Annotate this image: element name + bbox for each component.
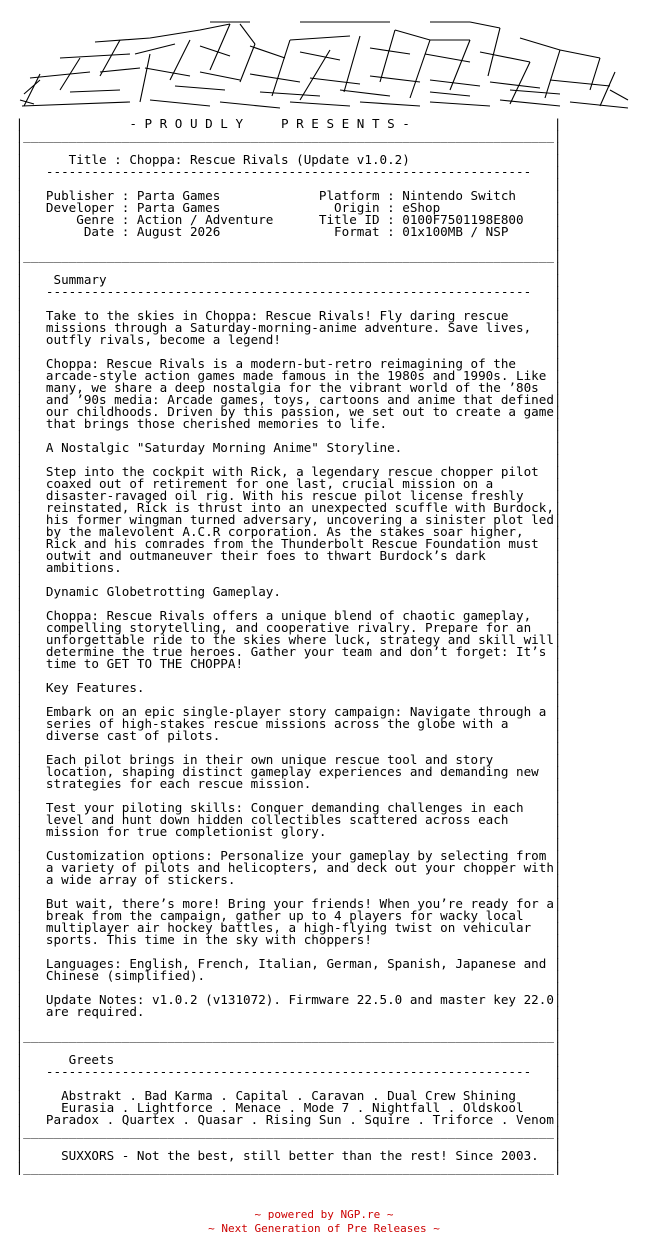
nfo-document: [8, 118, 562, 1174]
summary-paragraph-line: | multiplayer air hockey battles, a high-flying twist on vehicular |: [15, 920, 562, 935]
summary-paragraph-line: | a variety of pilots and helicopters, and deck out your chopper with|: [15, 860, 562, 875]
suxxors-ascii-logo: [0, 10, 648, 110]
summary-paragraph-line: | Each pilot brings in their own unique rescue tool and story |: [15, 752, 562, 767]
summary-paragraph-line: | determine the true heroes. Gather your team and don’t forget: It’s |: [15, 644, 562, 659]
nfo-blank-line: | |: [15, 1016, 562, 1031]
nfo-blank-line: | |: [15, 596, 562, 611]
nfo-bottom-border: |______________________________________________________________________|: [15, 1160, 562, 1175]
summary-paragraph-line: | our childhoods. Driven by this passion, we set out to create a game|: [15, 404, 562, 419]
greets-heading: | Greets |: [15, 1052, 562, 1067]
nfo-blank-line: | |: [15, 260, 562, 275]
summary-paragraph-line: | unforgettable ride to the skies where luck, strategy and skill will|: [15, 632, 562, 647]
summary-paragraph-line: | ambitions. |: [15, 560, 562, 575]
greets-line: | Paradox . Quartex . Quasar . Rising Sun . Squire . Triforce . Venom|: [15, 1112, 562, 1127]
summary-paragraph-line: | sports. This time in the sky with choppers! |: [15, 932, 562, 947]
release-field-row: | Developer : Parta Games Origin : eShop |: [15, 200, 562, 215]
summary-paragraph-line: | diverse cast of pilots. |: [15, 728, 562, 743]
greets-underline: | ---------------------------------------------------------------- |: [15, 1064, 562, 1079]
section-divider: |______________________________________________________________________|: [15, 128, 562, 143]
nfo-blank-line: | |: [15, 344, 562, 359]
summary-paragraph-line: | series of high-stakes rescue missions across the globe with a |: [15, 716, 562, 731]
nfo-blank-line: | |: [15, 836, 562, 851]
summary-paragraph-line: | strategies for each rescue mission. |: [15, 776, 562, 791]
summary-paragraph-line: | A Nostalgic "Saturday Morning Anime" Storyline. |: [15, 440, 562, 455]
summary-paragraph-line: | disaster-ravaged oil rig. With his rescue pilot license freshly |: [15, 488, 562, 503]
summary-paragraph-line: | Key Features. |: [15, 680, 562, 695]
summary-paragraph-line: | and ’90s media: Arcade games, toys, cartoons and anime that defined|: [15, 392, 562, 407]
nfo-blank-line: | |: [15, 692, 562, 707]
summary-paragraph-line: | many, we share a deep nostalgia for the vibrant world of the ’80s |: [15, 380, 562, 395]
nfo-blank-line: | |: [15, 944, 562, 959]
section-divider: |______________________________________________________________________|: [15, 1028, 562, 1043]
summary-paragraph-line: | Test your piloting skills: Conquer demanding challenges in each |: [15, 800, 562, 815]
nfo-blank-line: | |: [15, 1040, 562, 1055]
summary-heading: | Summary |: [15, 272, 562, 287]
summary-underline: | ---------------------------------------------------------------- |: [15, 284, 562, 299]
summary-paragraph-line: | Dynamic Globetrotting Gameplay. |: [15, 584, 562, 599]
nfo-blank-line: | |: [15, 296, 562, 311]
summary-paragraph-line: | Choppa: Rescue Rivals is a modern-but-retro reimagining of the |: [15, 356, 562, 371]
nfo-blank-line: | |: [15, 1076, 562, 1091]
release-field-row: | Genre : Action / Adventure Title ID : 0100F7501198E800 |: [15, 212, 562, 227]
nfo-blank-line: | |: [15, 572, 562, 587]
summary-paragraph-line: | reinstated, Rick is thrust into an unexpected scuffle with Burdock,|: [15, 500, 562, 515]
summary-paragraph-line: | a wide array of stickers. |: [15, 872, 562, 887]
nfo-blank-line: | |: [15, 452, 562, 467]
summary-paragraph-line: | by the malevolent A.C.R corporation. As the stakes soar higher, |: [15, 524, 562, 539]
nfo-blank-line: | |: [15, 236, 562, 251]
summary-paragraph-line: | mission for true completionist glory. |: [15, 824, 562, 839]
summary-paragraph-line: | Embark on an epic single-player story campaign: Navigate through a |: [15, 704, 562, 719]
nfo-blank-line: | |: [15, 740, 562, 755]
nfo-blank-line: | |: [15, 884, 562, 899]
nfo-blank-line: | |: [15, 980, 562, 995]
section-divider: |______________________________________________________________________|: [15, 1124, 562, 1139]
summary-paragraph-line: | are required. |: [15, 1004, 562, 1019]
footer: [0, 1208, 648, 1236]
nfo-blank-line: | |: [15, 1136, 562, 1151]
powered-by-line[interactable]: ~ powered by NGP.re ~: [254, 1208, 394, 1221]
tagline: | SUXXORS - Not the best, still better than the rest! Since 2003. |: [15, 1148, 562, 1163]
summary-paragraph-line: | location, shaping distinct gameplay experiences and demanding new |: [15, 764, 562, 779]
summary-paragraph-line: | break from the campaign, gather up to 4 players for wacky local |: [15, 908, 562, 923]
summary-paragraph-line: | outwit and outmaneuver their foes to thwart Burdock’s dark |: [15, 548, 562, 563]
section-divider: |______________________________________________________________________|: [15, 248, 562, 263]
summary-paragraph-line: | arcade-style action games made famous in the 1980s and 1990s. Like |: [15, 368, 562, 383]
summary-paragraph-line: | level and hunt down hidden collectibles scattered across each |: [15, 812, 562, 827]
summary-paragraph-line: | But wait, there’s more! Bring your friends! When you’re ready for a|: [15, 896, 562, 911]
summary-paragraph-line: | Rick and his comrades from the Thunderbolt Rescue Foundation must |: [15, 536, 562, 551]
release-field-row: | Date : August 2026 Format : 01x100MB / NSP |: [15, 224, 562, 239]
nfo-blank-line: | |: [15, 176, 562, 191]
release-field-row: | Publisher : Parta Games Platform : Nintendo Switch |: [15, 188, 562, 203]
summary-paragraph-line: | outfly rivals, become a legend! |: [15, 332, 562, 347]
next-generation-line: ~ Next Generation of Pre Releases ~: [208, 1222, 440, 1235]
summary-paragraph-line: | missions through a Saturday-morning-anime adventure. Save lives, |: [15, 320, 562, 335]
title-underline: | ---------------------------------------------------------------- |: [15, 164, 562, 179]
summary-paragraph-line: | Customization options: Personalize your gameplay by selecting from |: [15, 848, 562, 863]
summary-paragraph-line: | Update Notes: v1.0.2 (v131072). Firmware 22.5.0 and master key 22.0|: [15, 992, 562, 1007]
summary-paragraph-line: | that brings those cherished memories to life. |: [15, 416, 562, 431]
summary-paragraph-line: | compelling storytelling, and cooperative rivalry. Prepare for an |: [15, 620, 562, 635]
summary-paragraph-line: | Take to the skies in Choppa: Rescue Rivals! Fly daring rescue |: [15, 308, 562, 323]
summary-paragraph-line: | time to GET TO THE CHOPPA! |: [15, 656, 562, 671]
nfo-blank-line: | |: [15, 140, 562, 155]
nfo-blank-line: | |: [15, 668, 562, 683]
summary-paragraph-line: | Languages: English, French, Italian, German, Spanish, Japanese and |: [15, 956, 562, 971]
summary-paragraph-line: | Chinese (simplified). |: [15, 968, 562, 983]
release-title: | Title : Choppa: Rescue Rivals (Update v1.0.2) |: [15, 152, 562, 167]
nfo-blank-line: | |: [15, 428, 562, 443]
presents-line: | - P R O U D L Y P R E S E N T S - |: [15, 116, 562, 131]
greets-line: | Abstrakt . Bad Karma . Capital . Caravan . Dual Crew Shining |: [15, 1088, 562, 1103]
summary-paragraph-line: | coaxed out of retirement for one last, crucial mission on a |: [15, 476, 562, 491]
nfo-blank-line: | |: [15, 788, 562, 803]
summary-paragraph-line: | Step into the cockpit with Rick, a legendary rescue chopper pilot |: [15, 464, 562, 479]
summary-paragraph-line: | his former wingman turned adversary, uncovering a sinister plot led|: [15, 512, 562, 527]
summary-paragraph-line: | Choppa: Rescue Rivals offers a unique blend of chaotic gameplay, |: [15, 608, 562, 623]
greets-line: | Eurasia . Lightforce . Menace . Mode 7 . Nightfall . Oldskool |: [15, 1100, 562, 1115]
